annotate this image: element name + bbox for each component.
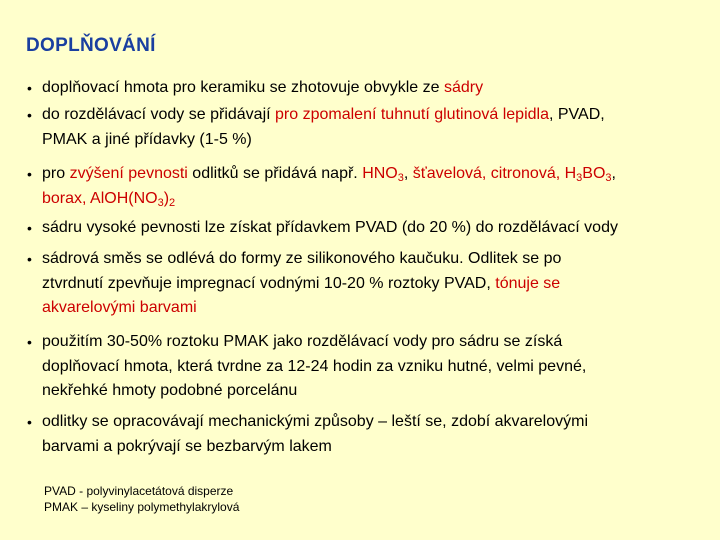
highlight-text: zvýšení pevnosti — [69, 165, 188, 182]
text: doplňovací hmota pro keramiku se zhotovuje obvykle ze — [42, 79, 444, 96]
text: odlitků se přidává např. — [187, 165, 363, 182]
highlight-text: BO — [582, 165, 606, 182]
footnote-pmak: PMAK – kyseliny polymethylakrylová — [44, 500, 240, 514]
highlight-text: akvarelovými barvami — [42, 299, 197, 316]
bullet-item — [26, 162, 616, 211]
text: doplňovací hmota, která tvrdne za 12-24 hodin za vzniku hutné, velmi pevné, — [42, 357, 587, 375]
text: PMAK a jiné přídavky (1-5 %) — [42, 130, 252, 148]
subscript: 3 — [576, 172, 583, 184]
highlight-text: pro zpomalení tuhnutí glutinová lepidla — [275, 106, 549, 123]
highlight-text: tónuje se — [495, 274, 561, 292]
footnotes — [44, 483, 239, 515]
bullet-item — [26, 247, 561, 321]
bullet-item — [26, 76, 483, 101]
highlight-text: sádry — [444, 79, 484, 96]
highlight-text: HNO — [362, 165, 398, 182]
footnote-pvad: PVAD - polyvinylacetátová disperze — [44, 484, 234, 498]
text: barvami a pokrývají se bezbarvým lakem — [42, 437, 332, 455]
text: sádru vysoké pevnosti lze získat přídavkem PVAD (do 20 %) do rozdělávací vody — [42, 219, 618, 236]
bullet-item — [26, 330, 586, 404]
highlight-text: borax, AlOH(NO — [42, 189, 158, 207]
text: použitím 30-50% roztoku PMAK jako rozdělávací vody pro sádru se získá — [42, 333, 563, 350]
subscript: 3 — [605, 172, 612, 184]
subscript: 3 — [397, 172, 404, 184]
text: , PVAD, — [548, 106, 605, 123]
text: do rozdělávací vody se přidávají — [42, 106, 276, 123]
subscript: 3 — [157, 196, 164, 209]
subscript: 2 — [169, 196, 176, 209]
text: nekřehké hmoty podobné porcelánu — [42, 382, 298, 399]
text: pro — [42, 165, 70, 182]
text: , — [611, 165, 616, 182]
highlight-text: ) — [163, 189, 170, 207]
bullet-item — [26, 103, 605, 152]
slide-title: DOPLŇOVÁNÍ — [26, 35, 156, 56]
highlight-text: šťavelová, citronová, H — [412, 165, 577, 182]
text: odlitky se opracovávají mechanickými způsoby – leští se, zdobí akvarelovými — [42, 413, 589, 430]
bullet-item — [26, 410, 588, 459]
text: ztvrdnutí zpevňuje impregnací vodnými 10-20 % roztoky PVAD, — [42, 274, 496, 292]
text: sádrová směs se odlévá do formy ze silikonového kaučuku. Odlitek se po — [42, 250, 562, 267]
bullet-item — [26, 216, 618, 241]
text: , — [403, 165, 413, 182]
